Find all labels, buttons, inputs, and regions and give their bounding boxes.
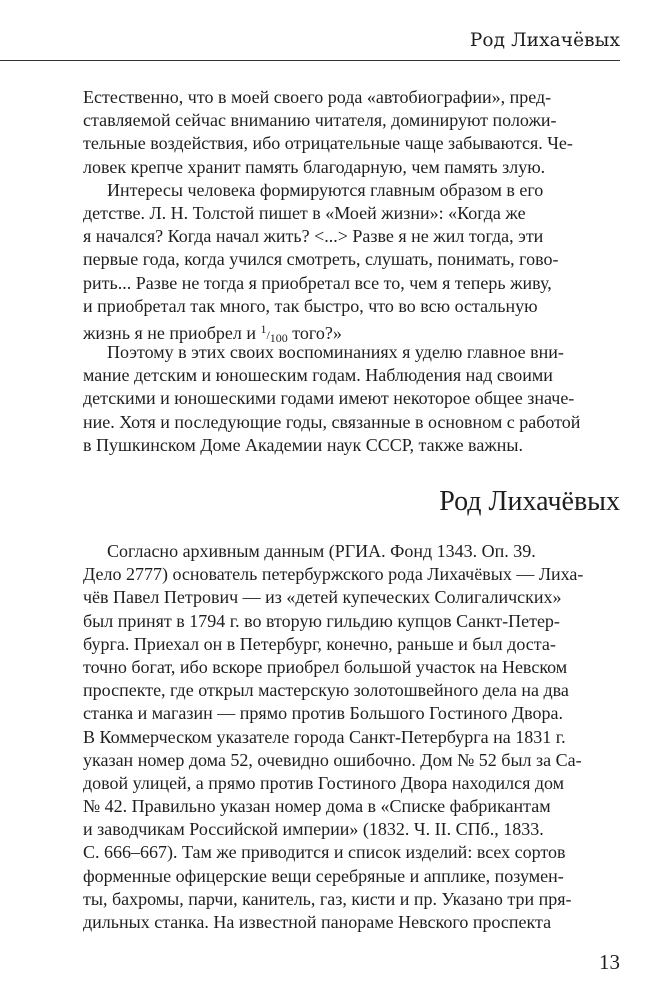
- text-line: мание детским и юношеским годам. Наблюдения над своими: [83, 365, 553, 386]
- text-line-with-fraction: [83, 318, 580, 345]
- text-line: Согласно архивным данным (РГИА. Фонд 1343. Оп. 39.: [107, 541, 536, 561]
- text-line: тельные воздействия, ибо отрицательные чаще забываются. Че-: [83, 133, 573, 154]
- text-line: бурга. Приехал он в Петербург, конечно, раньше и был доста-: [83, 633, 556, 654]
- fraction-denominator: 100: [269, 330, 288, 345]
- header-rule: [0, 60, 620, 61]
- text-line: указан номер дома 52, очевидно ошибочно. Дом № 52 был за Са-: [83, 749, 582, 770]
- text-line: Дело 2777) основатель петербуржского рода Лихачёвых — Лиха-: [83, 564, 584, 585]
- text-line: ты, бахромы, парчи, канитель, газ, кисти и пр. Указано три пря-: [83, 888, 572, 909]
- text-line: форменные офицерские вещи серебряные и апплике, позумен-: [83, 865, 564, 886]
- text-line: довой улицей, а прямо против Гостиного Двора находился дом: [83, 772, 565, 793]
- text-line: и приобретал так много, так быстро, что во всю остальную: [83, 295, 538, 316]
- text-line: чёв Павел Петрович — из «детей купеческих Солигаличских»: [83, 587, 562, 608]
- fraction: 1/100: [260, 321, 288, 345]
- text-line: Интересы человека формируются главным образом в его: [107, 179, 544, 200]
- text-line: ловек крепче хранит память благодарную, чем память злую.: [83, 156, 546, 177]
- text-line: № 42. Правильно указан номер дома в «Списке фабрикантам: [83, 796, 551, 817]
- text-line: был принят в 1794 г. во вторую гильдию купцов Санкт-Петер-: [83, 610, 560, 631]
- fraction-numerator: 1: [260, 321, 267, 336]
- body-text: [83, 540, 583, 934]
- text-line: проспекте, где открыл мастерскую золотошвейного дела на два: [83, 680, 569, 701]
- text-line: ние. Хотя и последующие годы, связанные в основном с работой: [83, 411, 581, 432]
- page-number: 13: [599, 950, 620, 974]
- text-line: В Коммерческом указателе города Санкт-Петербурга на 1831 г.: [83, 726, 566, 747]
- text-line: Естественно, что в моей своего рода «автобиографии», пред-: [83, 87, 552, 107]
- text-line: точно богат, ибо вскоре приобрел большой участок на Невском: [83, 656, 568, 677]
- text-line: С. 666–667). Там же приводится и список изделий: всех сортов: [83, 842, 566, 863]
- text-line: в Пушкинском Доме Академии наук СССР, также важны.: [83, 434, 523, 455]
- text-line: дильных станка. На известной панораме Невского проспекта: [83, 912, 552, 932]
- text-line: детстве. Л. Н. Толстой пишет в «Моей жизни»: «Когда же: [83, 202, 526, 223]
- text-fragment: того?»: [292, 322, 342, 343]
- section-title: Род Лихачёвых: [439, 486, 620, 517]
- text-fragment: жизнь я не приобрел и: [83, 322, 256, 343]
- text-line: я начался? Когда начал жить? <...> Разве я не жил тогда, эти: [83, 226, 544, 247]
- text-line: Поэтому в этих своих воспоминаниях я уделю главное вни-: [107, 342, 564, 363]
- intro-text: [83, 86, 580, 457]
- text-line: рить... Разве не тогда я приобретал все то, чем я теперь живу,: [83, 272, 552, 293]
- running-head: Род Лихачёвых: [469, 30, 620, 51]
- text-line: и заводчикам Российской империи» (1832. Ч. II. СПб., 1833.: [83, 819, 544, 840]
- text-line: ставляемой сейчас вниманию читателя, доминируют положи-: [83, 110, 557, 131]
- text-line: детскими и юношескими годами имеют некоторое общее значе-: [83, 388, 575, 409]
- text-line: станка и магазин — прямо против Большого Гостиного Двора.: [83, 703, 564, 724]
- text-line: первые года, когда учился смотреть, слушать, понимать, гово-: [83, 249, 559, 270]
